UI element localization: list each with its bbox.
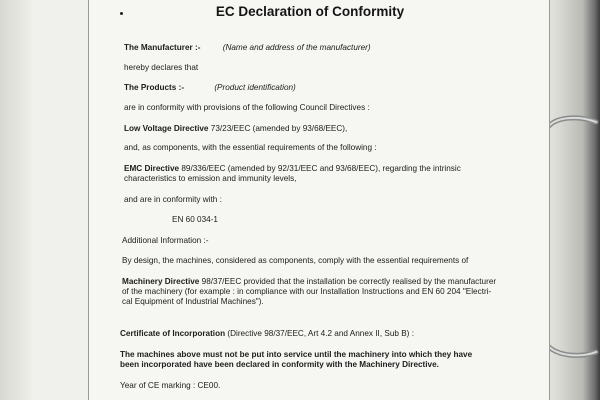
products-label: The Products :- <box>124 83 185 92</box>
conformity-with-line: and are in conformity with : <box>124 195 222 204</box>
lvd-line <box>124 124 347 134</box>
by-design-line: By design, the machines, considered as components, comply with the essential requirements of <box>122 256 469 265</box>
left-background <box>0 0 32 400</box>
machinery-line-3: cal Equipment of Industrial Machines"). <box>122 297 264 306</box>
certificate-line <box>120 329 414 339</box>
products-line <box>124 83 296 93</box>
hereby-line: hereby declares that <box>124 63 199 72</box>
emc-text: 89/336/EEC (amended by 92/31/EEC and 93/68/EEC), regarding the intrinsic <box>181 164 461 173</box>
standard-line: EN 60 034-1 <box>172 215 218 224</box>
ce-year-line: Year of CE marking : CE00. <box>120 381 221 390</box>
certificate-label: Certificate of Incorporation <box>120 329 226 338</box>
emc-label: EMC Directive <box>124 164 180 173</box>
products-value: (Product identification) <box>214 83 296 92</box>
warning-line-1: The machines above must not be put into service until the machinery into which they have <box>120 350 473 359</box>
page-title: EC Declaration of Conformity <box>215 4 405 19</box>
conformity-intro: are in conformity with provisions of the following Council Directives : <box>124 103 370 112</box>
warning-line-2: been incorporated have been declared in conformity with the Machinery Directive. <box>120 360 439 369</box>
additional-info-line: Additional Information :- <box>122 236 209 245</box>
lvd-text: 73/23/EEC (amended by 93/68/EEC), <box>210 124 348 133</box>
machinery-line-2: of the machinery (for example : in compliance with our Installation Instructions and EN 60 204 "Electri- <box>122 287 492 296</box>
emc-line <box>124 164 461 174</box>
machinery-label: Machinery Directive <box>122 277 200 286</box>
manufacturer-value: (Name and address of the manufacturer) <box>222 43 371 52</box>
lvd-label: Low Voltage Directive <box>124 124 209 133</box>
manufacturer-label: The Manufacturer :- <box>124 43 201 52</box>
components-line: and, as components, with the essential requirements of the following : <box>124 143 377 152</box>
certificate-text: (Directive 98/37/EEC, Art 4.2 and Annex II, Sub B) : <box>227 329 414 338</box>
machinery-text: 98/37/EEC provided that the installation be correctly realised by the manufacturer <box>201 277 497 286</box>
machinery-line <box>122 277 496 287</box>
emc-line-2: characteristics to emission and immunity levels, <box>124 174 297 183</box>
manufacturer-line <box>124 43 371 53</box>
